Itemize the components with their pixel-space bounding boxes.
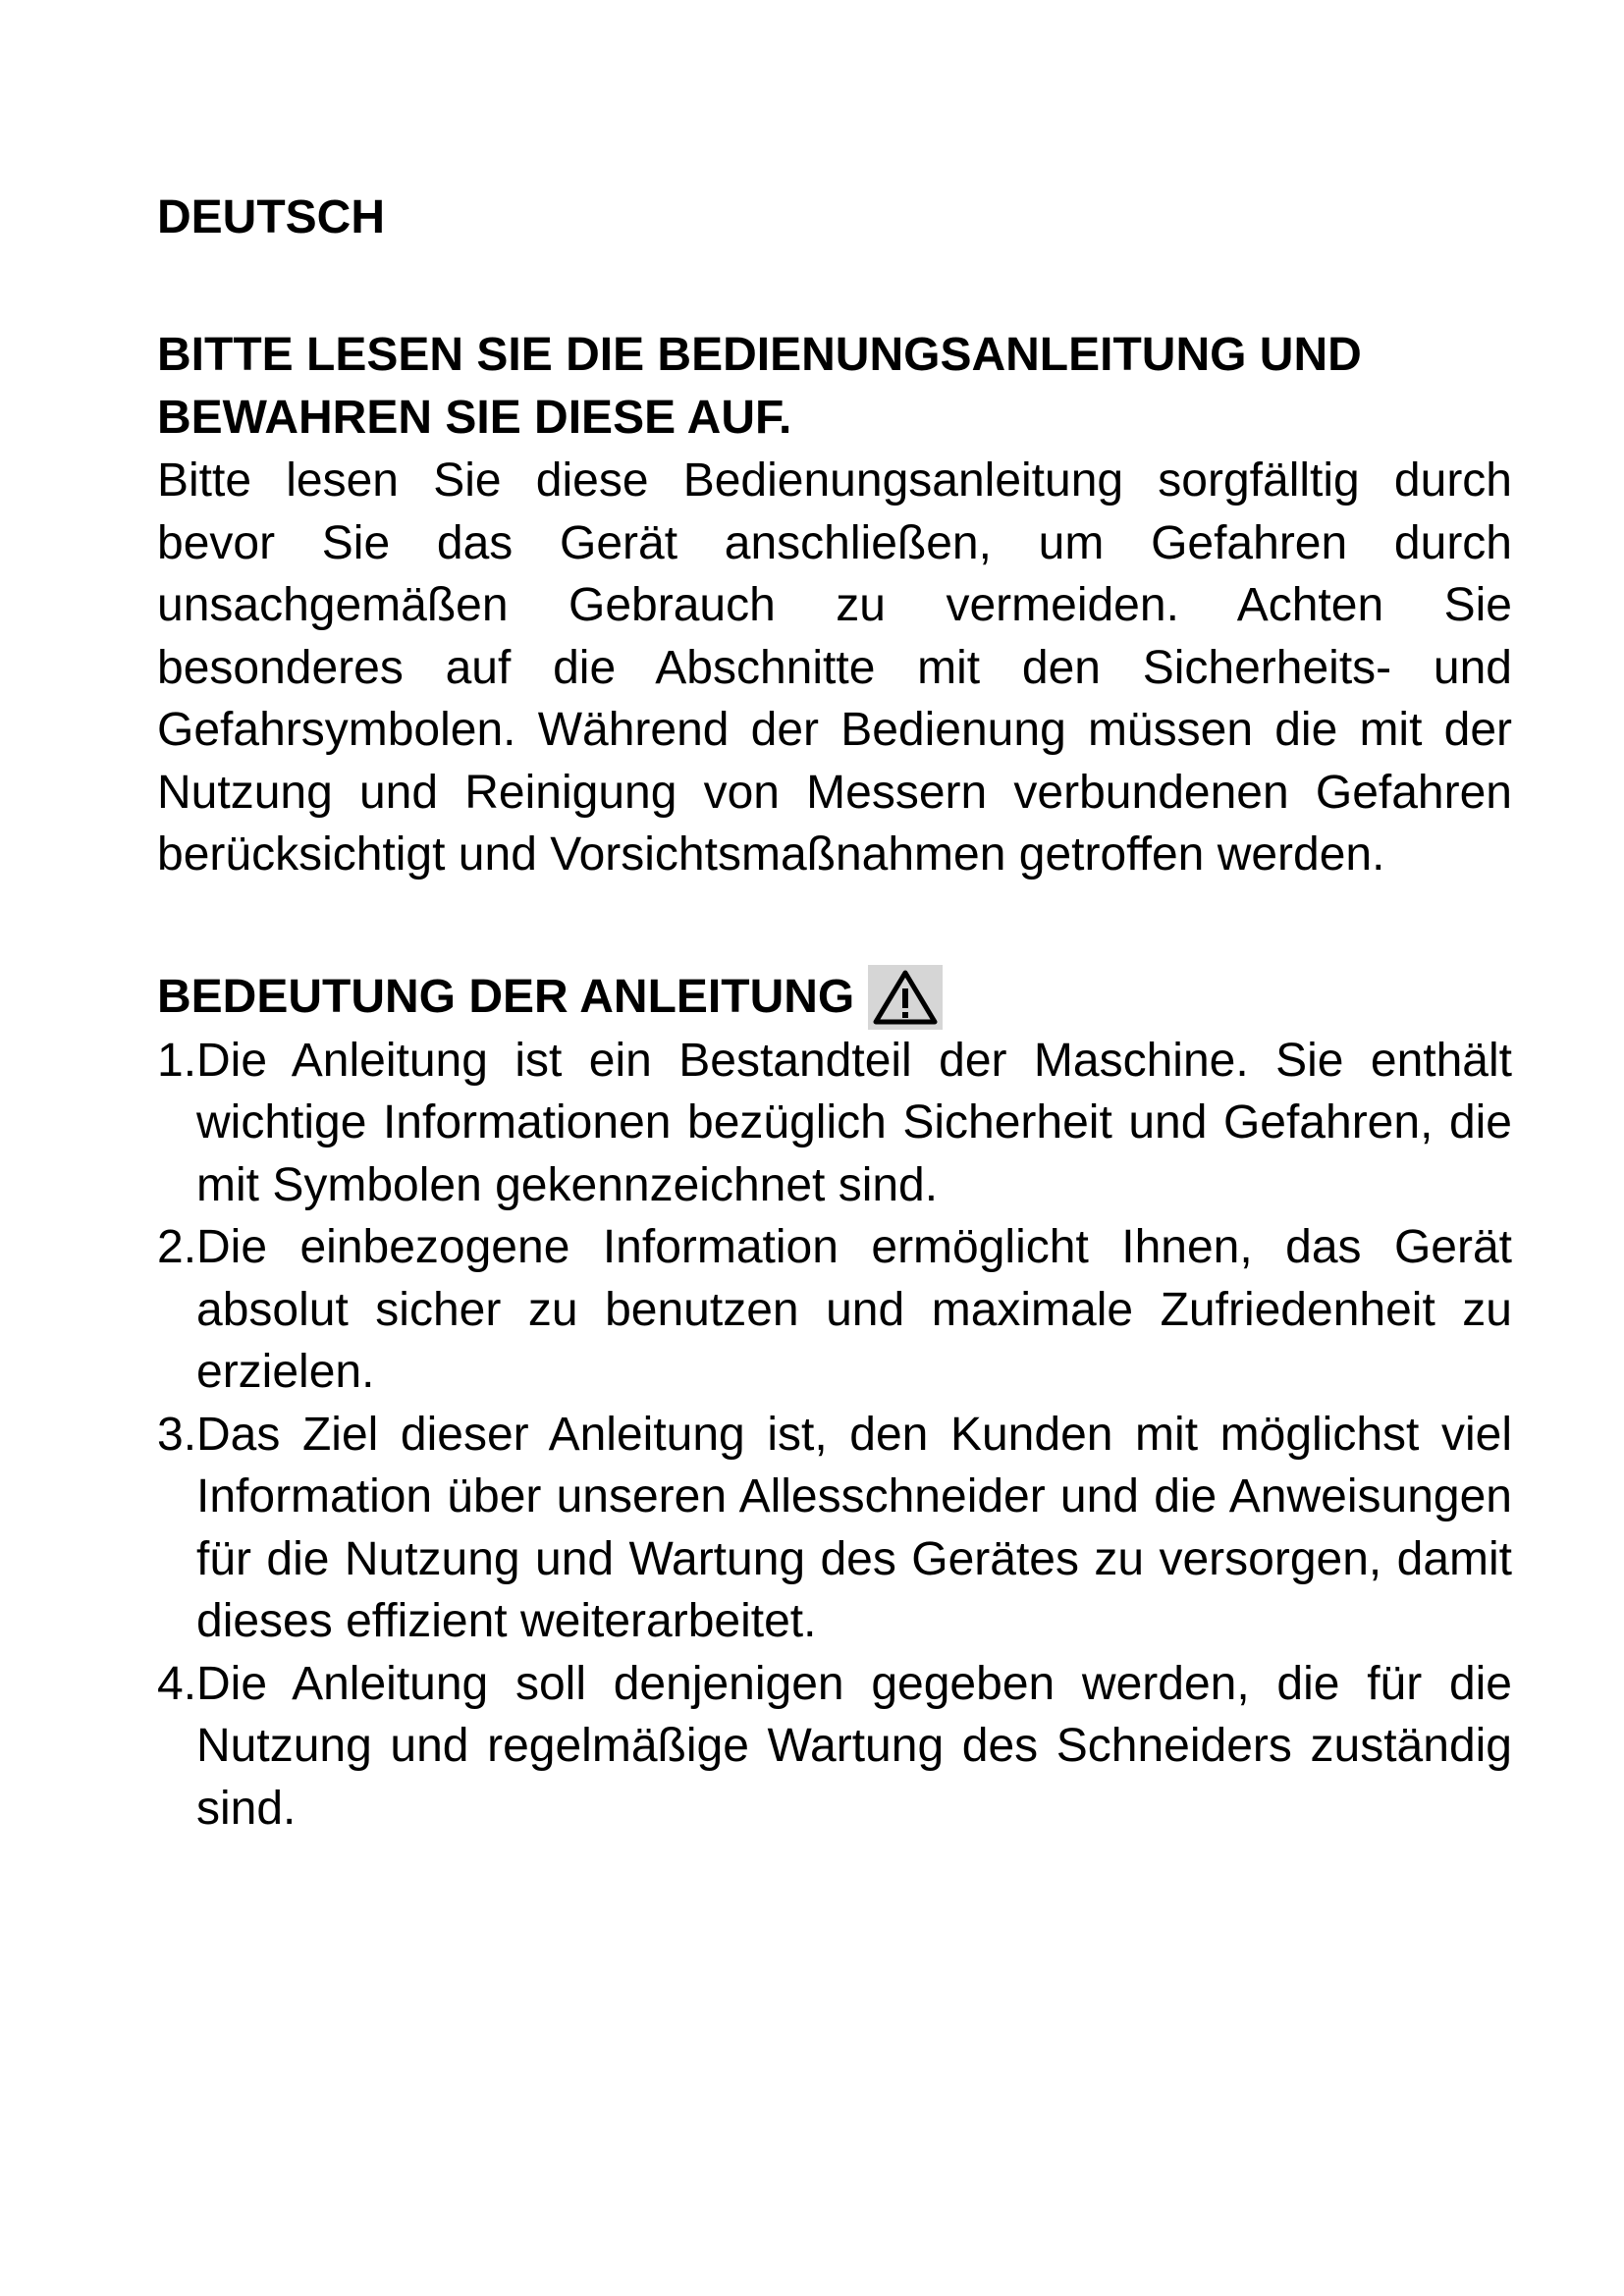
list-item-number: 1. <box>157 1034 197 1087</box>
section2-heading-row <box>157 965 1512 1030</box>
list-item-text: Das Ziel dieser Anleitung ist, den Kunden mit möglichst viel Information über unseren Allesschneider und die Anweisungen für die Nutzung und Wartung des Gerätes zu versorgen, damit dieses effizient weiterarbeitet. <box>196 1408 1512 1647</box>
list-item-text: Die Anleitung ist ein Bestandteil der Maschine. Sie enthält wichtige Informationen bezüglich Sicherheit und Gefahren, die mit Symbolen gekennzeichnet sind. <box>196 1034 1512 1211</box>
list-item <box>157 1404 1512 1653</box>
list-item-number: 2. <box>157 1221 197 1273</box>
list-item-number: 3. <box>157 1408 197 1461</box>
section2-heading: BEDEUTUNG DER ANLEITUNG <box>157 970 855 1023</box>
instruction-list <box>157 1030 1512 1841</box>
list-item-text: Die einbezogene Information ermöglicht Ihnen, das Gerät absolut sicher zu benutzen und maximale Zufriedenheit zu erzielen. <box>196 1221 1512 1398</box>
list-item-text: Die Anleitung soll denjenigen gegeben werden, die für die Nutzung und regelmäßige Wartung des Schneiders zuständig sind. <box>196 1657 1512 1835</box>
list-item-number: 4. <box>157 1657 197 1710</box>
list-item <box>157 1216 1512 1404</box>
language-heading: DEUTSCH <box>157 191 386 243</box>
warning-triangle-icon <box>868 965 943 1030</box>
section1-heading: BITTE LESEN SIE DIE BEDIENUNGSANLEITUNG UND BEWAHREN SIE DIESE AUF. <box>157 329 1362 444</box>
list-item <box>157 1653 1512 1841</box>
list-item <box>157 1030 1512 1217</box>
document-page <box>157 187 1512 1840</box>
section1-body: Bitte lesen Sie diese Bedienungsanleitung sorgfälltig durch bevor Sie das Gerät anschließen, um Gefahren durch unsachgemäßen Gebrauch zu vermeiden. Achten Sie besonderes auf die Abschnitte mit den Sicherheits- und Gefahrsymbolen. Während der Bedienung müssen die mit der Nutzung und Reinigung von Messern verbundenen Gefahren berücksichtigt und Vorsichtsmaßnahmen getroffen werden. <box>157 454 1512 881</box>
